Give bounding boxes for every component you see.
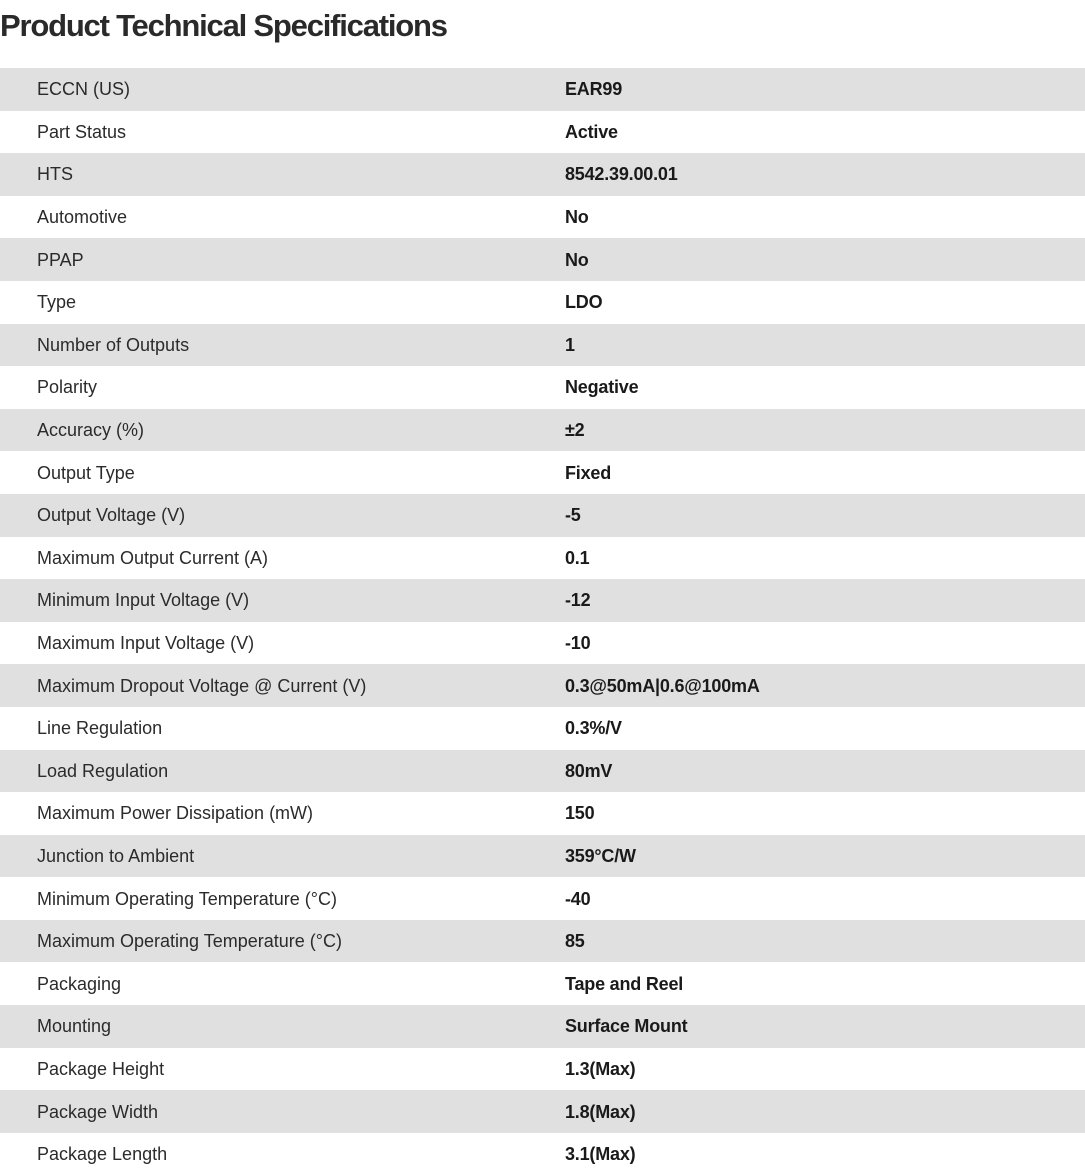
- spec-value: Negative: [565, 377, 639, 398]
- table-row: [0, 111, 1085, 154]
- spec-label: Polarity: [37, 377, 98, 398]
- spec-label: ECCN (US): [37, 79, 130, 100]
- table-row: [0, 1133, 1085, 1175]
- spec-label: Maximum Power Dissipation (mW): [37, 803, 314, 824]
- table-row: [0, 622, 1085, 665]
- table-row: [0, 196, 1085, 239]
- spec-value: 85: [565, 931, 585, 952]
- spec-value: 150: [565, 803, 595, 824]
- spec-label: Part Status: [37, 121, 127, 142]
- spec-label: Line Regulation: [37, 718, 163, 739]
- table-row: [0, 792, 1085, 835]
- table-row: [0, 494, 1085, 537]
- spec-value: -40: [565, 888, 591, 909]
- spec-label: Number of Outputs: [37, 334, 190, 355]
- spec-value: -12: [565, 590, 591, 611]
- spec-table-body: [0, 68, 1085, 1175]
- spec-value: -5: [565, 505, 581, 526]
- table-row: [0, 537, 1085, 580]
- table-row: [0, 324, 1085, 367]
- table-row: [0, 238, 1085, 281]
- spec-value: 1.8(Max): [565, 1101, 636, 1122]
- spec-label: Automotive: [37, 207, 128, 228]
- table-row: [0, 153, 1085, 196]
- spec-value: ±2: [565, 420, 585, 441]
- spec-value: 8542.39.00.01: [565, 164, 678, 185]
- spec-value: -10: [565, 633, 591, 654]
- table-row: [0, 451, 1085, 494]
- spec-value: EAR99: [565, 79, 623, 100]
- table-row: [0, 835, 1085, 878]
- table-row: [0, 962, 1085, 1005]
- spec-label: Minimum Operating Temperature (°C): [37, 888, 337, 909]
- table-row: [0, 579, 1085, 622]
- spec-value: 0.1: [565, 547, 590, 568]
- table-row: [0, 366, 1085, 409]
- spec-value: 359°C/W: [565, 845, 636, 866]
- spec-value: Active: [565, 121, 618, 142]
- spec-value: 1.3(Max): [565, 1058, 636, 1079]
- spec-value: Fixed: [565, 462, 612, 483]
- table-row: [0, 281, 1085, 324]
- spec-label: Maximum Input Voltage (V): [37, 633, 255, 654]
- table-row: [0, 1048, 1085, 1091]
- spec-label: Output Voltage (V): [37, 505, 186, 526]
- spec-label: Package Height: [37, 1058, 165, 1079]
- spec-label: Junction to Ambient: [37, 845, 195, 866]
- table-row: [0, 707, 1085, 750]
- spec-label: Minimum Input Voltage (V): [37, 590, 250, 611]
- spec-value: No: [565, 249, 589, 270]
- spec-value: 3.1(Max): [565, 1144, 636, 1165]
- spec-label: Load Regulation: [37, 760, 169, 781]
- table-row: [0, 68, 1085, 111]
- table-row: [0, 409, 1085, 452]
- spec-label: Maximum Dropout Voltage @ Current (V): [37, 675, 367, 696]
- spec-label: PPAP: [37, 249, 84, 270]
- spec-label: Packaging: [37, 973, 122, 994]
- spec-value: 80mV: [565, 760, 613, 781]
- spec-value: LDO: [565, 292, 603, 313]
- spec-label: HTS: [37, 164, 73, 185]
- table-row: [0, 877, 1085, 920]
- spec-label: Mounting: [37, 1016, 112, 1037]
- table-row: [0, 920, 1085, 963]
- spec-value: 0.3%/V: [565, 718, 622, 739]
- spec-value: 1: [565, 334, 575, 355]
- spec-label: Type: [37, 292, 77, 313]
- spec-value: Tape and Reel: [565, 973, 684, 994]
- spec-label: Accuracy (%): [37, 420, 145, 441]
- spec-value: Surface Mount: [565, 1016, 688, 1037]
- spec-value: No: [565, 207, 589, 228]
- table-row: [0, 664, 1085, 707]
- spec-label: Package Length: [37, 1144, 168, 1165]
- page-title: Product Technical Specifications: [0, 8, 447, 43]
- spec-label: Package Width: [37, 1101, 159, 1122]
- table-row: [0, 1090, 1085, 1133]
- spec-label: Maximum Output Current (A): [37, 547, 269, 568]
- spec-label: Output Type: [37, 462, 135, 483]
- spec-label: Maximum Operating Temperature (°C): [37, 931, 342, 952]
- table-row: [0, 1005, 1085, 1048]
- table-row: [0, 750, 1085, 793]
- spec-table: [0, 68, 1085, 1175]
- spec-value: 0.3@50mA|0.6@100mA: [565, 675, 760, 696]
